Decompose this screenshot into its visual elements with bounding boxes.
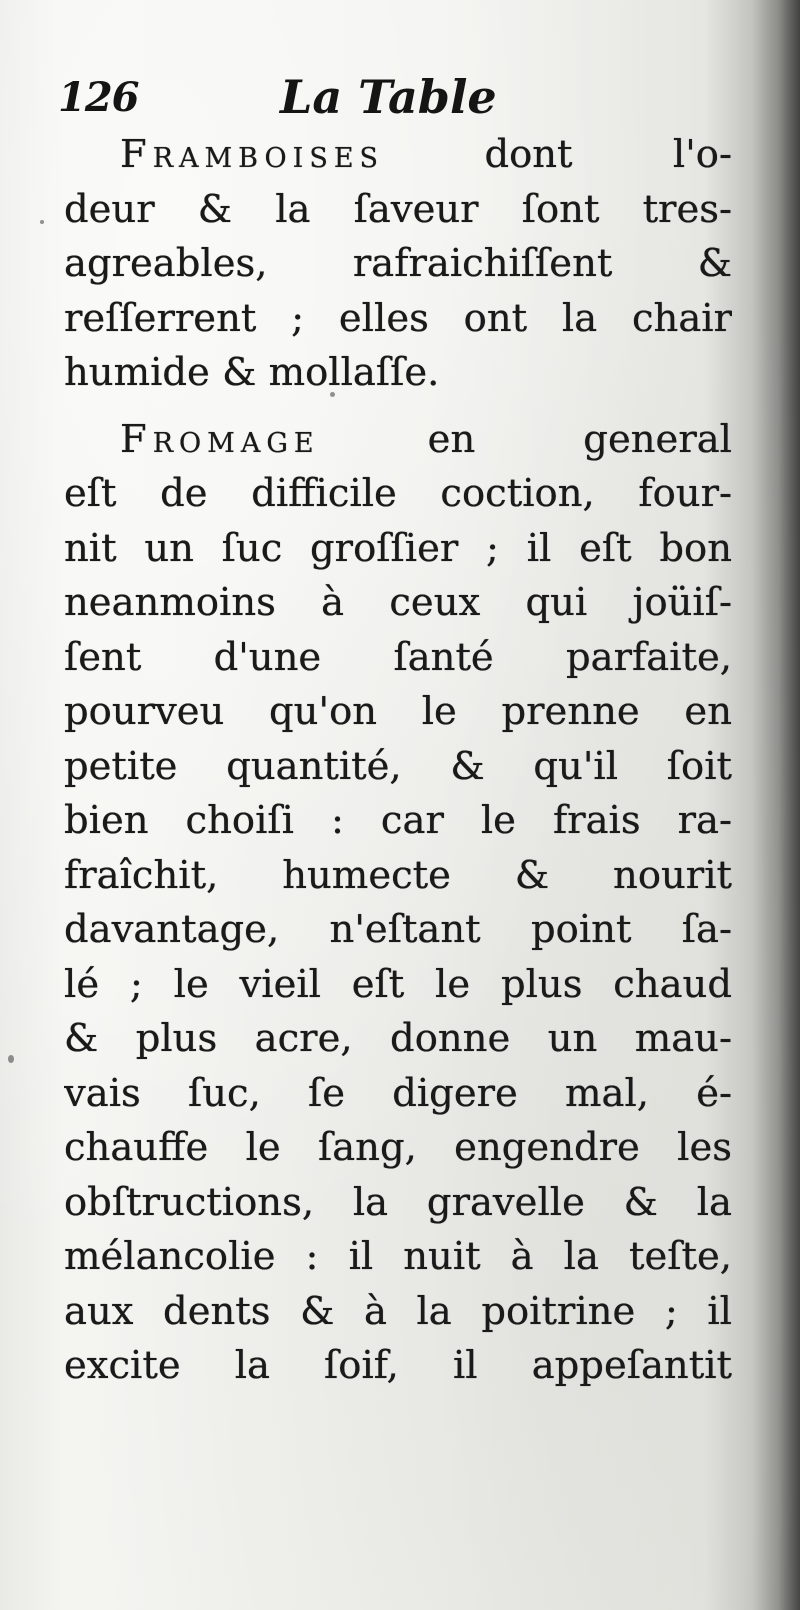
text-line: aux dents & à la poitrine ; il [64, 1288, 732, 1334]
body-text [64, 128, 732, 1394]
headword: Fromage [120, 416, 320, 462]
running-head [58, 70, 738, 130]
page-number: 126 [58, 74, 139, 121]
text-line: davantage, n'eſtant point ſa- [64, 907, 732, 952]
text-line: deur & la ſaveur ſont tres- [64, 186, 732, 232]
running-title: La Table [280, 70, 497, 124]
entry-first-line: Fromage en general [120, 416, 732, 462]
entry-first-line: Framboises dont l'o- [120, 132, 732, 177]
ink-speck [40, 220, 44, 224]
text-line: pourveu qu'on le prenne en [64, 689, 732, 734]
binding-shadow [752, 0, 800, 1610]
text-line: agreables, rafraichiſſent & [64, 241, 732, 286]
text-line: neanmoins à ceux qui joüiſ- [64, 580, 732, 625]
text-line: fraîchit, humecte & nourit [64, 852, 732, 898]
text-line: excite la ſoif, il appeſantit [64, 1343, 732, 1388]
text-line: nit un ſuc groſſier ; il eſt bon [64, 525, 732, 571]
text-line: reſſerrent ; elles ont la chair [64, 295, 732, 341]
text-line: bien choiſi : car le frais ra- [64, 798, 732, 843]
headword: Framboises [120, 132, 385, 177]
text-line: vais ſuc, ſe digere mal, é- [64, 1070, 732, 1116]
text-line: ſent d'une ſanté parfaite, [64, 634, 732, 680]
entry-gap [64, 401, 732, 413]
text-line: petite quantité, & qu'il ſoit [64, 743, 732, 789]
text-line: & plus acre, donne un mau- [64, 1016, 732, 1061]
ink-speck [8, 1055, 14, 1063]
text-line: humide & mollaſſe. [64, 350, 440, 395]
text-line: eſt de difficile coction, four- [64, 471, 732, 516]
text-line: chauffe le ſang, engendre les [64, 1125, 732, 1170]
text-line: lé ; le vieil eſt le plus chaud [64, 961, 732, 1007]
text-line: obſtructions, la gravelle & la [64, 1179, 732, 1225]
text-line: mélancolie : il nuit à la teſte, [64, 1234, 732, 1279]
